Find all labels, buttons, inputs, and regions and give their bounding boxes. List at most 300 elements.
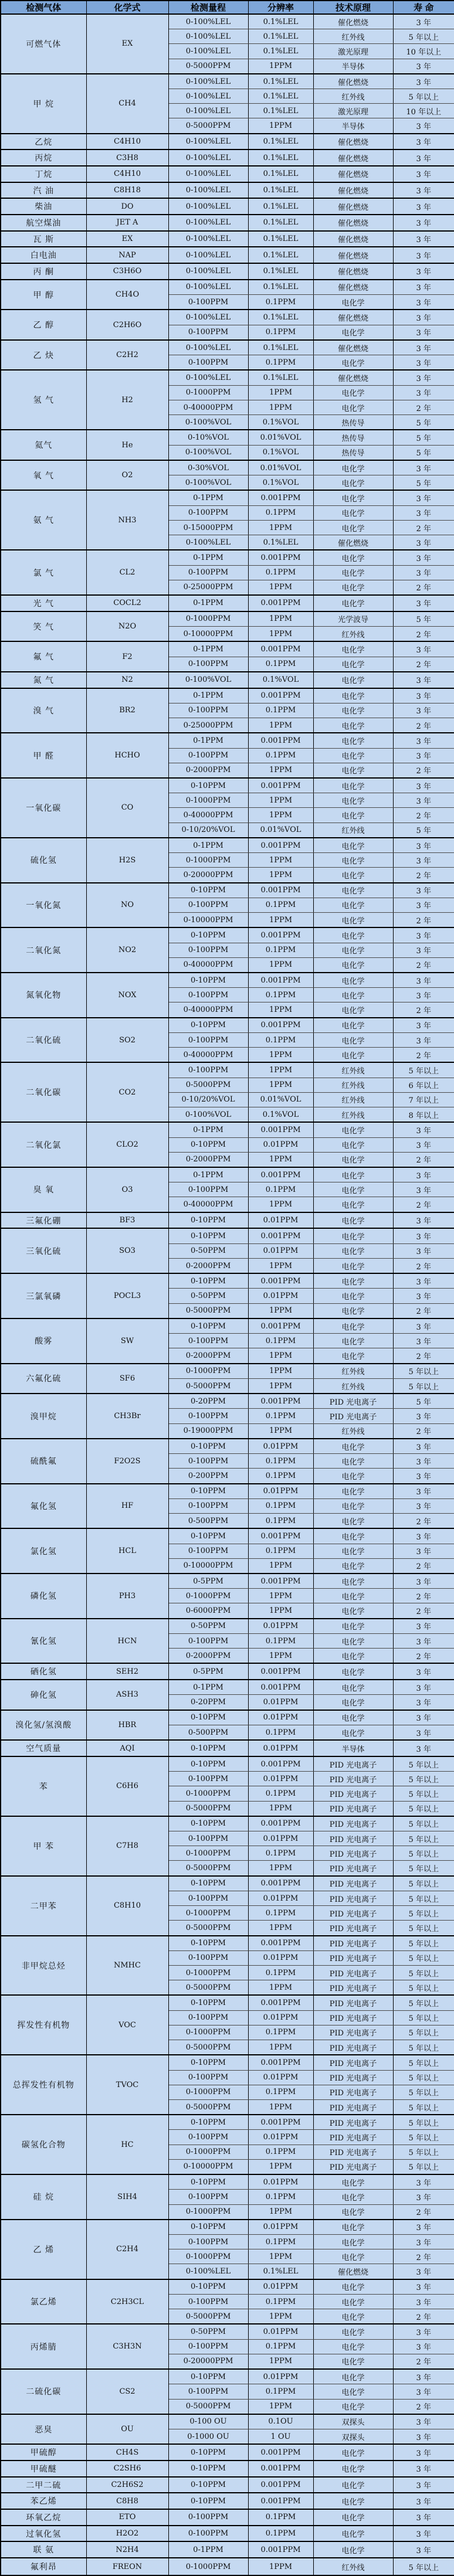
- lifetime-cell: 3 年: [393, 1484, 454, 1499]
- table-row: [1, 1995, 454, 2010]
- resolution-cell: 0.001PPM: [248, 2055, 313, 2070]
- range-cell: 0-100PPM: [168, 1409, 248, 1423]
- resolution-cell: 0.001PPM: [248, 1122, 313, 1137]
- gas-name-cell: 硫酰氟: [1, 1439, 86, 1484]
- table-row: [1, 134, 454, 150]
- range-cell: 0-40000PPM: [168, 957, 248, 973]
- resolution-cell: 0.001PPM: [248, 973, 313, 988]
- lifetime-cell: 3 年: [393, 1439, 454, 1454]
- range-cell: 0-1000 OU: [168, 2429, 248, 2445]
- range-cell: 0-1000PPM: [168, 1589, 248, 1603]
- formula-cell: BR2: [86, 688, 168, 733]
- range-cell: 0-2000PPM: [168, 763, 248, 778]
- formula-cell: F2O2S: [86, 1439, 168, 1484]
- formula-cell: C4H10: [86, 166, 168, 182]
- range-cell: 0-500PPM: [168, 1514, 248, 1529]
- principle-cell: 电化学: [313, 1680, 393, 1695]
- formula-cell: TVOC: [86, 2055, 168, 2115]
- table-row: [1, 231, 454, 247]
- formula-cell: SEH2: [86, 1663, 168, 1680]
- range-cell: 0-10PPM: [168, 1995, 248, 2010]
- range-cell: 0-10PPM: [168, 1816, 248, 1831]
- range-cell: 0-20000PPM: [168, 868, 248, 883]
- lifetime-cell: 3 年: [393, 1680, 454, 1695]
- formula-cell: JET A: [86, 215, 168, 231]
- lifetime-cell: 5 年以上: [393, 1980, 454, 1996]
- lifetime-cell: 5 年以上: [393, 1891, 454, 1905]
- resolution-cell: 0.01PPM: [248, 1950, 313, 1965]
- lifetime-cell: 3 年: [393, 565, 454, 580]
- lifetime-cell: 2 年: [393, 2204, 454, 2220]
- range-cell: 0-5000PPM: [168, 1378, 248, 1394]
- lifetime-cell: 2 年: [393, 2309, 454, 2324]
- gas-name-cell: 氯 气: [1, 550, 86, 595]
- range-cell: 0-1PPM: [168, 838, 248, 853]
- range-cell: 0-100PPM: [168, 943, 248, 957]
- resolution-cell: 1PPM: [248, 1152, 313, 1167]
- formula-cell: NH3: [86, 490, 168, 550]
- gas-name-cell: 六氟化硫: [1, 1364, 86, 1394]
- resolution-cell: 0.001PPM: [248, 1167, 313, 1182]
- range-cell: 0-100PPM: [168, 703, 248, 718]
- formula-cell: ASH3: [86, 1680, 168, 1710]
- gas-name-cell: 联 氨: [1, 2541, 86, 2558]
- principle-cell: PID 光电离子: [313, 1966, 393, 1980]
- range-cell: 0-100PPM: [168, 1772, 248, 1786]
- gas-name-cell: 氟化氢: [1, 1484, 86, 1529]
- gas-name-cell: 光 气: [1, 595, 86, 611]
- lifetime-cell: 5 年以上: [393, 2025, 454, 2040]
- gas-name-cell: 甲 醛: [1, 733, 86, 778]
- gas-name-cell: 氟 气: [1, 641, 86, 672]
- principle-cell: 红外线: [313, 1062, 393, 1078]
- formula-cell: EX: [86, 231, 168, 247]
- principle-cell: 电化学: [313, 1212, 393, 1229]
- lifetime-cell: 6 年以上: [393, 1078, 454, 1092]
- lifetime-cell: 2 年: [393, 1197, 454, 1212]
- formula-cell: SIH4: [86, 2174, 168, 2220]
- formula-cell: PH3: [86, 1574, 168, 1619]
- range-cell: 0-10PPM: [168, 1212, 248, 1229]
- formula-cell: C2H2: [86, 340, 168, 371]
- table-row: [1, 688, 454, 704]
- resolution-cell: 0.1%LEL: [248, 215, 313, 231]
- table-row: [1, 1062, 454, 1078]
- principle-cell: 催化燃烧: [313, 280, 393, 295]
- principle-cell: 电化学: [313, 2369, 393, 2384]
- range-cell: 0-10PPM: [168, 2279, 248, 2295]
- gas-name-cell: 甲硫醚: [1, 2461, 86, 2477]
- resolution-cell: 0.01%VOL: [248, 1092, 313, 1107]
- lifetime-cell: 3 年: [393, 1544, 454, 1558]
- resolution-cell: 0.1PPM: [248, 657, 313, 672]
- gas-name-cell: 甲 醇: [1, 280, 86, 310]
- lifetime-cell: 2 年: [393, 627, 454, 642]
- resolution-cell: 1PPM: [248, 1303, 313, 1318]
- resolution-cell: 1PPM: [248, 627, 313, 642]
- principle-cell: 电化学: [313, 1439, 393, 1454]
- table-row: [1, 1574, 454, 1589]
- gas-name-cell: 溴 气: [1, 688, 86, 733]
- lifetime-cell: 5 年以上: [393, 1756, 454, 1772]
- lifetime-cell: 5 年以上: [393, 2085, 454, 2099]
- formula-cell: FREON: [86, 2558, 168, 2575]
- principle-cell: 电化学: [313, 1137, 393, 1152]
- principle-cell: 电化学: [313, 1018, 393, 1033]
- range-cell: 0-100%LEL: [168, 182, 248, 199]
- range-cell: 0-10/20%VOL: [168, 1092, 248, 1107]
- principle-cell: 电化学: [313, 2461, 393, 2477]
- range-cell: 0-10PPM: [168, 2220, 248, 2235]
- table-row: [1, 2541, 454, 2558]
- resolution-cell: 1PPM: [248, 580, 313, 595]
- principle-cell: 电化学: [313, 1634, 393, 1649]
- resolution-cell: 0.1PPM: [248, 1498, 313, 1513]
- principle-cell: 催化燃烧: [313, 14, 393, 29]
- gas-name-cell: 乙 醇: [1, 310, 86, 340]
- table-row: [1, 2055, 454, 2070]
- col-header-formula: 化学式: [86, 1, 168, 14]
- principle-cell: 电化学: [313, 400, 393, 414]
- gas-name-cell: 苯乙烯: [1, 2493, 86, 2509]
- range-cell: 0-10PPM: [168, 1710, 248, 1725]
- principle-cell: PID 光电离子: [313, 1786, 393, 1801]
- lifetime-cell: 10 年以上: [393, 104, 454, 118]
- gas-name-cell: 柴油: [1, 198, 86, 215]
- lifetime-cell: 3 年: [393, 490, 454, 505]
- principle-cell: PID 光电离子: [313, 1861, 393, 1876]
- lifetime-cell: 2 年: [393, 657, 454, 672]
- resolution-cell: 1PPM: [248, 1921, 313, 1936]
- range-cell: 0-100%VOL: [168, 475, 248, 491]
- principle-cell: 电化学: [313, 1122, 393, 1137]
- range-cell: 0-5000PPM: [168, 2099, 248, 2115]
- resolution-cell: 0.1%LEL: [248, 340, 313, 355]
- formula-cell: O3: [86, 1167, 168, 1212]
- lifetime-cell: 2 年: [393, 1423, 454, 1439]
- principle-cell: 催化燃烧: [313, 310, 393, 325]
- principle-cell: 电化学: [313, 913, 393, 928]
- lifetime-cell: 5 年以上: [393, 1378, 454, 1394]
- resolution-cell: 0.1PPM: [248, 355, 313, 371]
- formula-cell: ETO: [86, 2509, 168, 2526]
- principle-cell: PID 光电离子: [313, 2040, 393, 2055]
- principle-cell: 电化学: [313, 718, 393, 733]
- resolution-cell: 0.1PPM: [248, 2509, 313, 2526]
- lifetime-cell: 3 年: [393, 2477, 454, 2493]
- range-cell: 0-10PPM: [168, 1876, 248, 1891]
- resolution-cell: 0.001PPM: [248, 927, 313, 943]
- range-cell: 0-10PPM: [168, 1318, 248, 1334]
- principle-cell: 电化学: [313, 1558, 393, 1574]
- resolution-cell: 1PPM: [248, 2099, 313, 2115]
- lifetime-cell: 3 年: [393, 2220, 454, 2235]
- resolution-cell: 0.1PPM: [248, 1454, 313, 1469]
- principle-cell: 电化学: [313, 957, 393, 973]
- lifetime-cell: 2 年: [393, 1603, 454, 1619]
- resolution-cell: 0.1%LEL: [248, 370, 313, 385]
- resolution-cell: 0.01PPM: [248, 1740, 313, 1756]
- principle-cell: 催化燃烧: [313, 2264, 393, 2279]
- gas-name-cell: 过氧化氢: [1, 2526, 86, 2542]
- lifetime-cell: 3 年: [393, 2235, 454, 2249]
- range-cell: 0-100PPM: [168, 325, 248, 340]
- resolution-cell: 1PPM: [248, 718, 313, 733]
- resolution-cell: 1PPM: [248, 1002, 313, 1018]
- table-row: [1, 2461, 454, 2477]
- resolution-cell: 0.001PPM: [248, 1394, 313, 1409]
- table-row: [1, 340, 454, 355]
- resolution-cell: 0.01%VOL: [248, 430, 313, 445]
- principle-cell: PID 光电离子: [313, 1816, 393, 1831]
- range-cell: 0-5000PPM: [168, 1801, 248, 1816]
- table-row: [1, 2493, 454, 2509]
- range-cell: 0-5000PPM: [168, 59, 248, 74]
- range-cell: 0-100PPM: [168, 2384, 248, 2399]
- gas-name-cell: 一氧化碳: [1, 778, 86, 838]
- principle-cell: 电化学: [313, 853, 393, 868]
- principle-cell: 电化学: [313, 1514, 393, 1529]
- resolution-cell: 0.001PPM: [248, 1273, 313, 1289]
- lifetime-cell: 2 年: [393, 1303, 454, 1318]
- resolution-cell: 0.1%LEL: [248, 89, 313, 104]
- lifetime-cell: 10 年以上: [393, 44, 454, 59]
- lifetime-cell: 5 年: [393, 823, 454, 838]
- principle-cell: 催化燃烧: [313, 134, 393, 150]
- principle-cell: 电化学: [313, 595, 393, 611]
- range-cell: 0-1PPM: [168, 733, 248, 748]
- lifetime-cell: 3 年: [393, 247, 454, 263]
- range-cell: 0-2000PPM: [168, 1152, 248, 1167]
- resolution-cell: 0.1%LEL: [248, 247, 313, 263]
- lifetime-cell: 5 年以上: [393, 1876, 454, 1891]
- lifetime-cell: 3 年: [393, 853, 454, 868]
- resolution-cell: 0.1%LEL: [248, 149, 313, 166]
- range-cell: 0-100PPM: [168, 657, 248, 672]
- principle-cell: PID 光电离子: [313, 1394, 393, 1409]
- range-cell: 0-100%LEL: [168, 104, 248, 118]
- principle-cell: PID 光电离子: [313, 1906, 393, 1921]
- table-row: [1, 1018, 454, 1033]
- lifetime-cell: 3 年: [393, 793, 454, 808]
- resolution-cell: 0.1PPM: [248, 1514, 313, 1529]
- table-row: [1, 263, 454, 280]
- table-row: [1, 1619, 454, 1634]
- principle-cell: 电化学: [313, 2220, 393, 2235]
- principle-cell: 电化学: [313, 2444, 393, 2461]
- principle-cell: 电化学: [313, 520, 393, 535]
- principle-cell: PID 光电离子: [313, 2130, 393, 2145]
- lifetime-cell: 3 年: [393, 1740, 454, 1756]
- lifetime-cell: 3 年: [393, 838, 454, 853]
- range-cell: 0-5000PPM: [168, 2040, 248, 2055]
- gas-name-cell: 溴甲烷: [1, 1394, 86, 1439]
- range-cell: 0-1000PPM: [168, 793, 248, 808]
- formula-cell: C6H6: [86, 1756, 168, 1816]
- resolution-cell: 0.01PPM: [248, 1243, 313, 1258]
- range-cell: 0-100%LEL: [168, 247, 248, 263]
- formula-cell: SO3: [86, 1228, 168, 1273]
- principle-cell: 电化学: [313, 1167, 393, 1182]
- lifetime-cell: 3 年: [393, 733, 454, 748]
- range-cell: 0-10PPM: [168, 927, 248, 943]
- table-row: [1, 2477, 454, 2493]
- principle-cell: 红外线: [313, 1378, 393, 1394]
- principle-cell: 电化学: [313, 385, 393, 400]
- principle-cell: 电化学: [313, 748, 393, 763]
- lifetime-cell: 5 年以上: [393, 1786, 454, 1801]
- formula-cell: NO2: [86, 927, 168, 973]
- lifetime-cell: 3 年: [393, 2526, 454, 2542]
- table-row: [1, 1756, 454, 1772]
- range-cell: 0-100PPM: [168, 2235, 248, 2249]
- lifetime-cell: 3 年: [393, 2294, 454, 2309]
- range-cell: 0-100PPM: [168, 1454, 248, 1469]
- table-row: [1, 778, 454, 793]
- table-row: [1, 1364, 454, 1379]
- table-header: [1, 1, 454, 14]
- resolution-cell: 1PPM: [248, 868, 313, 883]
- table-row: [1, 1439, 454, 1454]
- range-cell: 0-100%LEL: [168, 134, 248, 150]
- resolution-cell: 0.1PPM: [248, 1725, 313, 1740]
- principle-cell: 电化学: [313, 565, 393, 580]
- formula-cell: CH4: [86, 74, 168, 134]
- range-cell: 0-40000PPM: [168, 400, 248, 414]
- table-row: [1, 550, 454, 565]
- range-cell: 0-100%LEL: [168, 29, 248, 44]
- principle-cell: 电化学: [313, 325, 393, 340]
- lifetime-cell: 2 年: [393, 1649, 454, 1664]
- lifetime-cell: 3 年: [393, 1498, 454, 1513]
- lifetime-cell: 3 年: [393, 231, 454, 247]
- lifetime-cell: 5 年以上: [393, 1966, 454, 1980]
- principle-cell: 红外线: [313, 1078, 393, 1092]
- range-cell: 0-1000PPM: [168, 1846, 248, 1861]
- gas-name-cell: 溴化氢/氢溴酸: [1, 1710, 86, 1741]
- resolution-cell: 0.01PPM: [248, 1619, 313, 1634]
- range-cell: 0-1000PPM: [168, 1906, 248, 1921]
- resolution-cell: 0.1PPM: [248, 2339, 313, 2354]
- range-cell: 0-100PPM: [168, 748, 248, 763]
- principle-cell: 电化学: [313, 2399, 393, 2414]
- resolution-cell: 1PPM: [248, 1980, 313, 1996]
- resolution-cell: 0.001PPM: [248, 2444, 313, 2461]
- gas-name-cell: 氧 气: [1, 460, 86, 491]
- lifetime-cell: 5 年: [393, 611, 454, 627]
- resolution-cell: 1PPM: [248, 2159, 313, 2174]
- formula-cell: OU: [86, 2414, 168, 2445]
- formula-cell: C8H18: [86, 182, 168, 199]
- gas-name-cell: 可燃气体: [1, 14, 86, 74]
- gas-name-cell: 二氧化氮: [1, 927, 86, 973]
- principle-cell: 电化学: [313, 1469, 393, 1484]
- resolution-cell: 0.01PPM: [248, 2324, 313, 2339]
- range-cell: 0-100PPM: [168, 355, 248, 371]
- range-cell: 0-500PPM: [168, 1725, 248, 1740]
- range-cell: 0-100PPM: [168, 2294, 248, 2309]
- range-cell: 0-1PPM: [168, 641, 248, 657]
- range-cell: 0-40000PPM: [168, 1197, 248, 1212]
- table-row: [1, 1740, 454, 1756]
- principle-cell: 电化学: [313, 1574, 393, 1589]
- lifetime-cell: 3 年: [393, 280, 454, 295]
- table-row: [1, 14, 454, 29]
- principle-cell: 电化学: [313, 2339, 393, 2354]
- resolution-cell: 0.001PPM: [248, 550, 313, 565]
- table-body: [1, 14, 454, 2575]
- lifetime-cell: 3 年: [393, 2509, 454, 2526]
- resolution-cell: 0.01PPM: [248, 1289, 313, 1303]
- lifetime-cell: 3 年: [393, 988, 454, 1002]
- table-row: [1, 247, 454, 263]
- resolution-cell: 0.001PPM: [248, 1574, 313, 1589]
- resolution-cell: 1PPM: [248, 2309, 313, 2324]
- principle-cell: 电化学: [313, 460, 393, 475]
- resolution-cell: 1PPM: [248, 2558, 313, 2575]
- resolution-cell: 1PPM: [248, 2249, 313, 2264]
- formula-cell: CO: [86, 778, 168, 838]
- resolution-cell: 0.1PPM: [248, 565, 313, 580]
- principle-cell: 电化学: [313, 1228, 393, 1243]
- resolution-cell: 0.01PPM: [248, 1891, 313, 1905]
- principle-cell: 电化学: [313, 943, 393, 957]
- table-row: [1, 310, 454, 325]
- gas-name-cell: 磷化氢: [1, 1574, 86, 1619]
- range-cell: 0-100%LEL: [168, 149, 248, 166]
- formula-cell: HF: [86, 1484, 168, 1529]
- formula-cell: C2H4: [86, 2220, 168, 2279]
- resolution-cell: 0.001PPM: [248, 2541, 313, 2558]
- resolution-cell: 0.01PPM: [248, 1212, 313, 1229]
- lifetime-cell: 3 年: [393, 778, 454, 793]
- gas-name-cell: 挥发性有机物: [1, 1995, 86, 2055]
- principle-cell: 电化学: [313, 1348, 393, 1364]
- principle-cell: 电化学: [313, 1002, 393, 1018]
- principle-cell: PID 光电离子: [313, 1980, 393, 1996]
- lifetime-cell: 3 年: [393, 198, 454, 215]
- formula-cell: HCL: [86, 1528, 168, 1574]
- principle-cell: 电化学: [313, 2526, 393, 2542]
- principle-cell: PID 光电离子: [313, 1891, 393, 1905]
- range-cell: 0-100%VOL: [168, 1107, 248, 1123]
- table-row: [1, 166, 454, 182]
- lifetime-cell: 3 年: [393, 1212, 454, 1229]
- lifetime-cell: 5 年以上: [393, 1062, 454, 1078]
- lifetime-cell: 3 年: [393, 595, 454, 611]
- lifetime-cell: 3 年: [393, 1122, 454, 1137]
- lifetime-cell: 3 年: [393, 325, 454, 340]
- lifetime-cell: 5 年以上: [393, 1861, 454, 1876]
- principle-cell: PID 光电离子: [313, 1772, 393, 1786]
- principle-cell: 红外线: [313, 89, 393, 104]
- resolution-cell: 0.1PPM: [248, 2384, 313, 2399]
- lifetime-cell: 5 年以上: [393, 1816, 454, 1831]
- range-cell: 0-100PPM: [168, 2526, 248, 2542]
- range-cell: 0-1PPM: [168, 1680, 248, 1695]
- lifetime-cell: 2 年: [393, 763, 454, 778]
- principle-cell: 电化学: [313, 2190, 393, 2204]
- principle-cell: 电化学: [313, 505, 393, 520]
- lifetime-cell: 3 年: [393, 1033, 454, 1048]
- range-cell: 0-10000PPM: [168, 913, 248, 928]
- range-cell: 0-50PPM: [168, 1619, 248, 1634]
- lifetime-cell: 3 年: [393, 118, 454, 134]
- lifetime-cell: 2 年: [393, 808, 454, 823]
- gas-name-cell: 丙烷: [1, 149, 86, 166]
- formula-cell: SW: [86, 1318, 168, 1364]
- lifetime-cell: 3 年: [393, 1228, 454, 1243]
